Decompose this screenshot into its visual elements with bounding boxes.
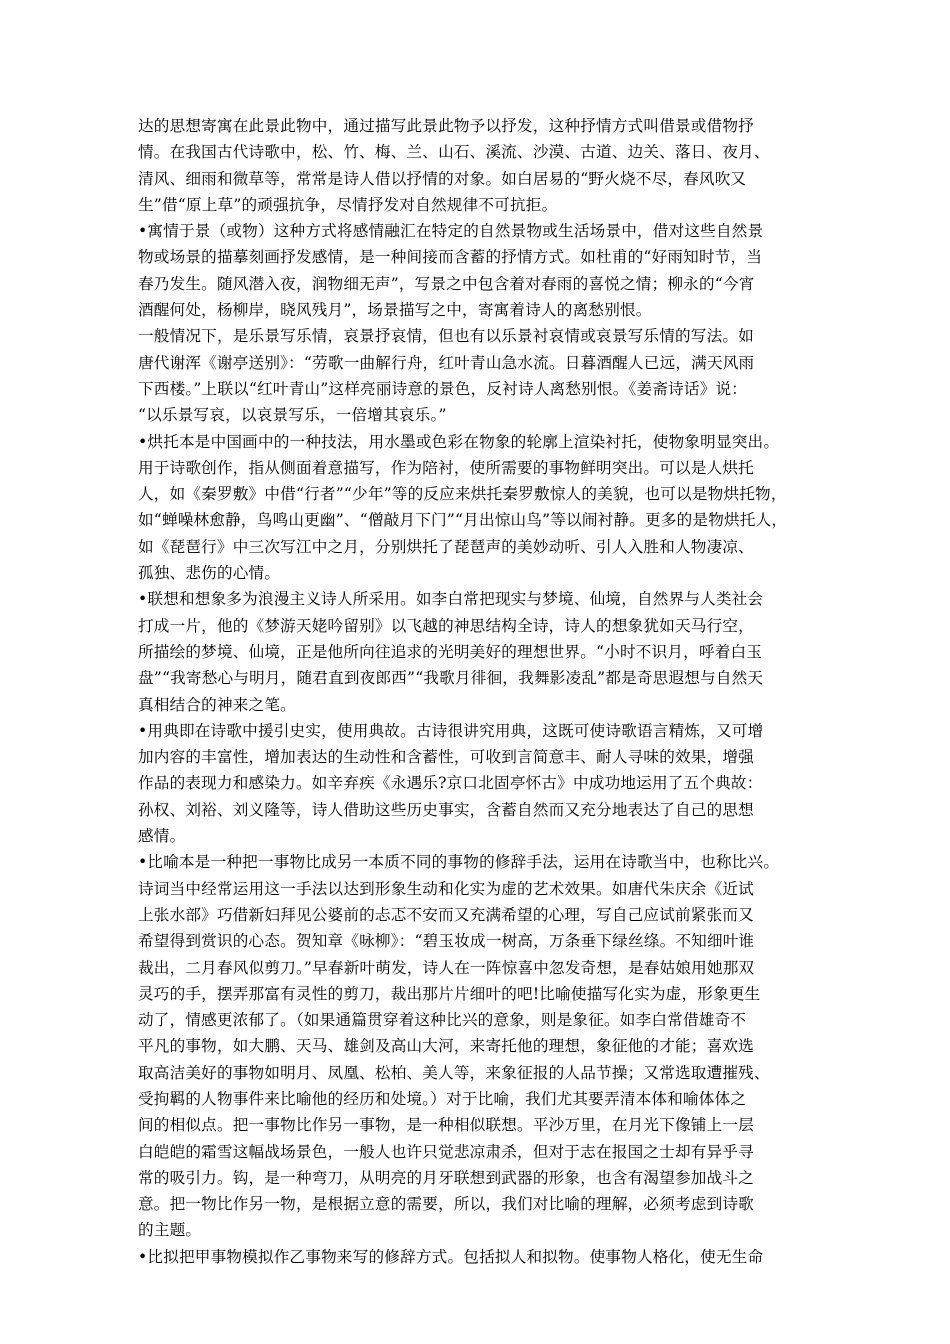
text-line: 作品的表现力和感染力。如辛弃疾《永遇乐?京口北固亭怀古》中成功地运用了五个典故： — [138, 774, 763, 793]
text-line: 间的相似点。把一事物比作另一事物，是一种相似联想。平沙万里，在月光下像铺上一层 — [138, 1116, 754, 1135]
text-line: •烘托本是中国画中的一种技法，用水墨或色彩在物象的轮廓上渲染衬托，使物象明显突出。 — [138, 432, 780, 451]
text-line: 意。把一物比作另一物，是根据立意的需要，所以，我们对比喻的理解，必须考虑到诗歌 — [138, 1195, 754, 1214]
text-line: 的主题。 — [138, 1221, 202, 1240]
text-line: 如“蝉噪林愈静，鸟鸣山更幽”、“僧敲月下门”“月出惊山鸟”等以闹衬静。更多的是物烘托人， — [138, 511, 788, 530]
text-line: 希望得到赏识的心态。贺知章《咏柳》：“碧玉妆成一树高，万条垂下绿丝绦。不知细叶谁 — [138, 932, 755, 951]
text-line: •比拟把甲事物模拟作乙事物来写的修辞方式。包括拟人和拟物。使事物人格化，使无生命 — [138, 1247, 764, 1266]
text-line: 清风、细雨和微草等，常常是诗人借以抒情的对象。如白居易的“野火烧不尽，春风吹又 — [138, 169, 747, 188]
text-line: “以乐景写哀，以哀景写乐，一倍增其哀乐。” — [138, 406, 447, 425]
text-line: 所描绘的梦境、仙境，正是他所向往追求的光明美好的理想世界。“小时不识月，呼着白玉 — [138, 642, 763, 661]
text-line: 唐代谢浑《谢亭送别》：“劳歌一曲解行舟，红叶青山急水流。日暮酒醒人已远，满天风雨 — [138, 353, 755, 372]
text-line: 裁出，二月春风似剪刀。”早春新叶萌发，诗人在一阵惊喜中忽发奇想，是春姑娘用她那双 — [138, 958, 755, 977]
text-line: 受拘羁的人物事件来比喻他的经历和处境。）对于比喻，我们尤其要弄清本体和喻体体之 — [138, 1089, 747, 1108]
text-line: 孤独、悲伤的心情。 — [138, 564, 281, 583]
text-line: 平凡的事物，如大鹏、天马、雄剑及高山大河，来寄托他的理想，象征他的才能；喜欢选 — [138, 1037, 754, 1056]
text-line: 上张水部》巧借新妇拜见公婆前的忐忑不安而又充满希望的心理，写自己应试前紧张而又 — [138, 905, 754, 924]
text-line: •用典即在诗歌中援引史实，使用典故。古诗很讲究用典，这既可使诗歌语言精炼，又可增 — [138, 721, 764, 740]
text-line: 感情。 — [138, 827, 186, 846]
document-page — [138, 113, 828, 1270]
text-line: 常的吸引力。钩，是一种弯刀，从明亮的月牙联想到武器的形象，也含有渴望参加战斗之 — [138, 1168, 754, 1187]
text-line: 加内容的丰富性，增加表达的生动性和含蓄性，可收到言简意丰、耐人寻味的效果，增强 — [138, 748, 754, 767]
text-line: 动了，情感更浓郁了。（如果通篇贯穿着这种比兴的意象，则是象征。如李白常借雄奇不 — [138, 1011, 747, 1030]
text-line: 盘”“我寄愁心与明月，随君直到夜郎西”“我歌月徘徊，我舞影凌乱”都是奇思遐想与自然天 — [138, 669, 764, 688]
text-line: 物或场景的描摹刻画抒发感情，是一种间接而含蓄的抒情方式。如杜甫的“好雨知时节，当 — [138, 248, 763, 267]
text-line: •比喻本是一种把一事物比成另一本质不同的事物的修辞手法，运用在诗歌当中，也称比兴。 — [138, 853, 780, 872]
text-line: 孙权、刘裕、刘义隆等，诗人借助这些历史事实，含蓄自然而又充分地表达了自己的思想 — [138, 800, 754, 819]
text-line: 诗词当中经常运用这一手法以达到形象生动和化实为虚的艺术效果。如唐代朱庆余《近试 — [138, 879, 754, 898]
text-line: 人，如《秦罗敷》中借“行者”“少年”等的反应来烘托秦罗敷惊人的美貌，也可以是物烘托物， — [138, 485, 787, 504]
text-line: 春乃发生。随风潜入夜，润物细无声”，写景之中包含着对春雨的喜悦之情；柳永的“今宵 — [138, 274, 755, 293]
text-line: 生”借“原上草”的顽强抗争，尽情抒发对自然规律不可抗拒。 — [138, 195, 558, 214]
text-line: 用于诗歌创作，指从侧面着意描写，作为陪衬，使所需要的事物鲜明突出。可以是人烘托 — [138, 458, 754, 477]
text-line: 酒醒何处，杨柳岸，晓风残月”，场景描写之中，寄寓着诗人的离愁别恨。 — [138, 301, 652, 320]
text-line: 如《琵琶行》中三次写江中之月，分别烘托了琵琶声的美妙动听、引人入胜和人物凄凉、 — [138, 537, 754, 556]
text-line: 情。在我国古代诗歌中，松、竹、梅、兰、山石、溪流、沙漠、古道、边关、落日、夜月、 — [138, 143, 770, 162]
text-line: 一般情况下，是乐景写乐情，哀景抒哀情，但也有以乐景衬哀情或哀景写乐情的写法。如 — [138, 327, 754, 346]
text-line: •联想和想象多为浪漫主义诗人所采用。如李白常把现实与梦境、仙境，自然界与人类社会 — [138, 590, 764, 609]
text-line: 下西楼。”上联以“红叶青山”这样亮丽诗意的景色，反衬诗人离愁别恨。《姜斋诗话》说： — [138, 379, 748, 398]
text-line: 真相结合的神来之笔。 — [138, 695, 296, 714]
text-line: 打成一片，他的《梦游天姥吟留别》以飞越的神思结构全诗，诗人的想象犹如天马行空， — [138, 616, 754, 635]
text-line: •寓情于景（或物）这种方式将感情融汇在特定的自然景物或生活场景中，借对这些自然景 — [138, 222, 764, 241]
text-line: 达的思想寄寓在此景此物中，通过描写此景此物予以抒发，这种抒情方式叫借景或借物抒 — [138, 117, 754, 135]
text-line: 白皑皑的霜雪这幅战场景色，一般人也许只觉悲凉肃杀，但对于志在报国之士却有异乎寻 — [138, 1142, 754, 1161]
text-line: 灵巧的手，摆弄那富有灵性的剪刀，裁出那片片细叶的吧!比喻使描写化实为虚，形象更生 — [138, 984, 761, 1003]
text-line: 取高洁美好的事物如明月、凤凰、松柏、美人等，来象征报的人品节操；又常选取遭摧残、 — [138, 1063, 770, 1082]
